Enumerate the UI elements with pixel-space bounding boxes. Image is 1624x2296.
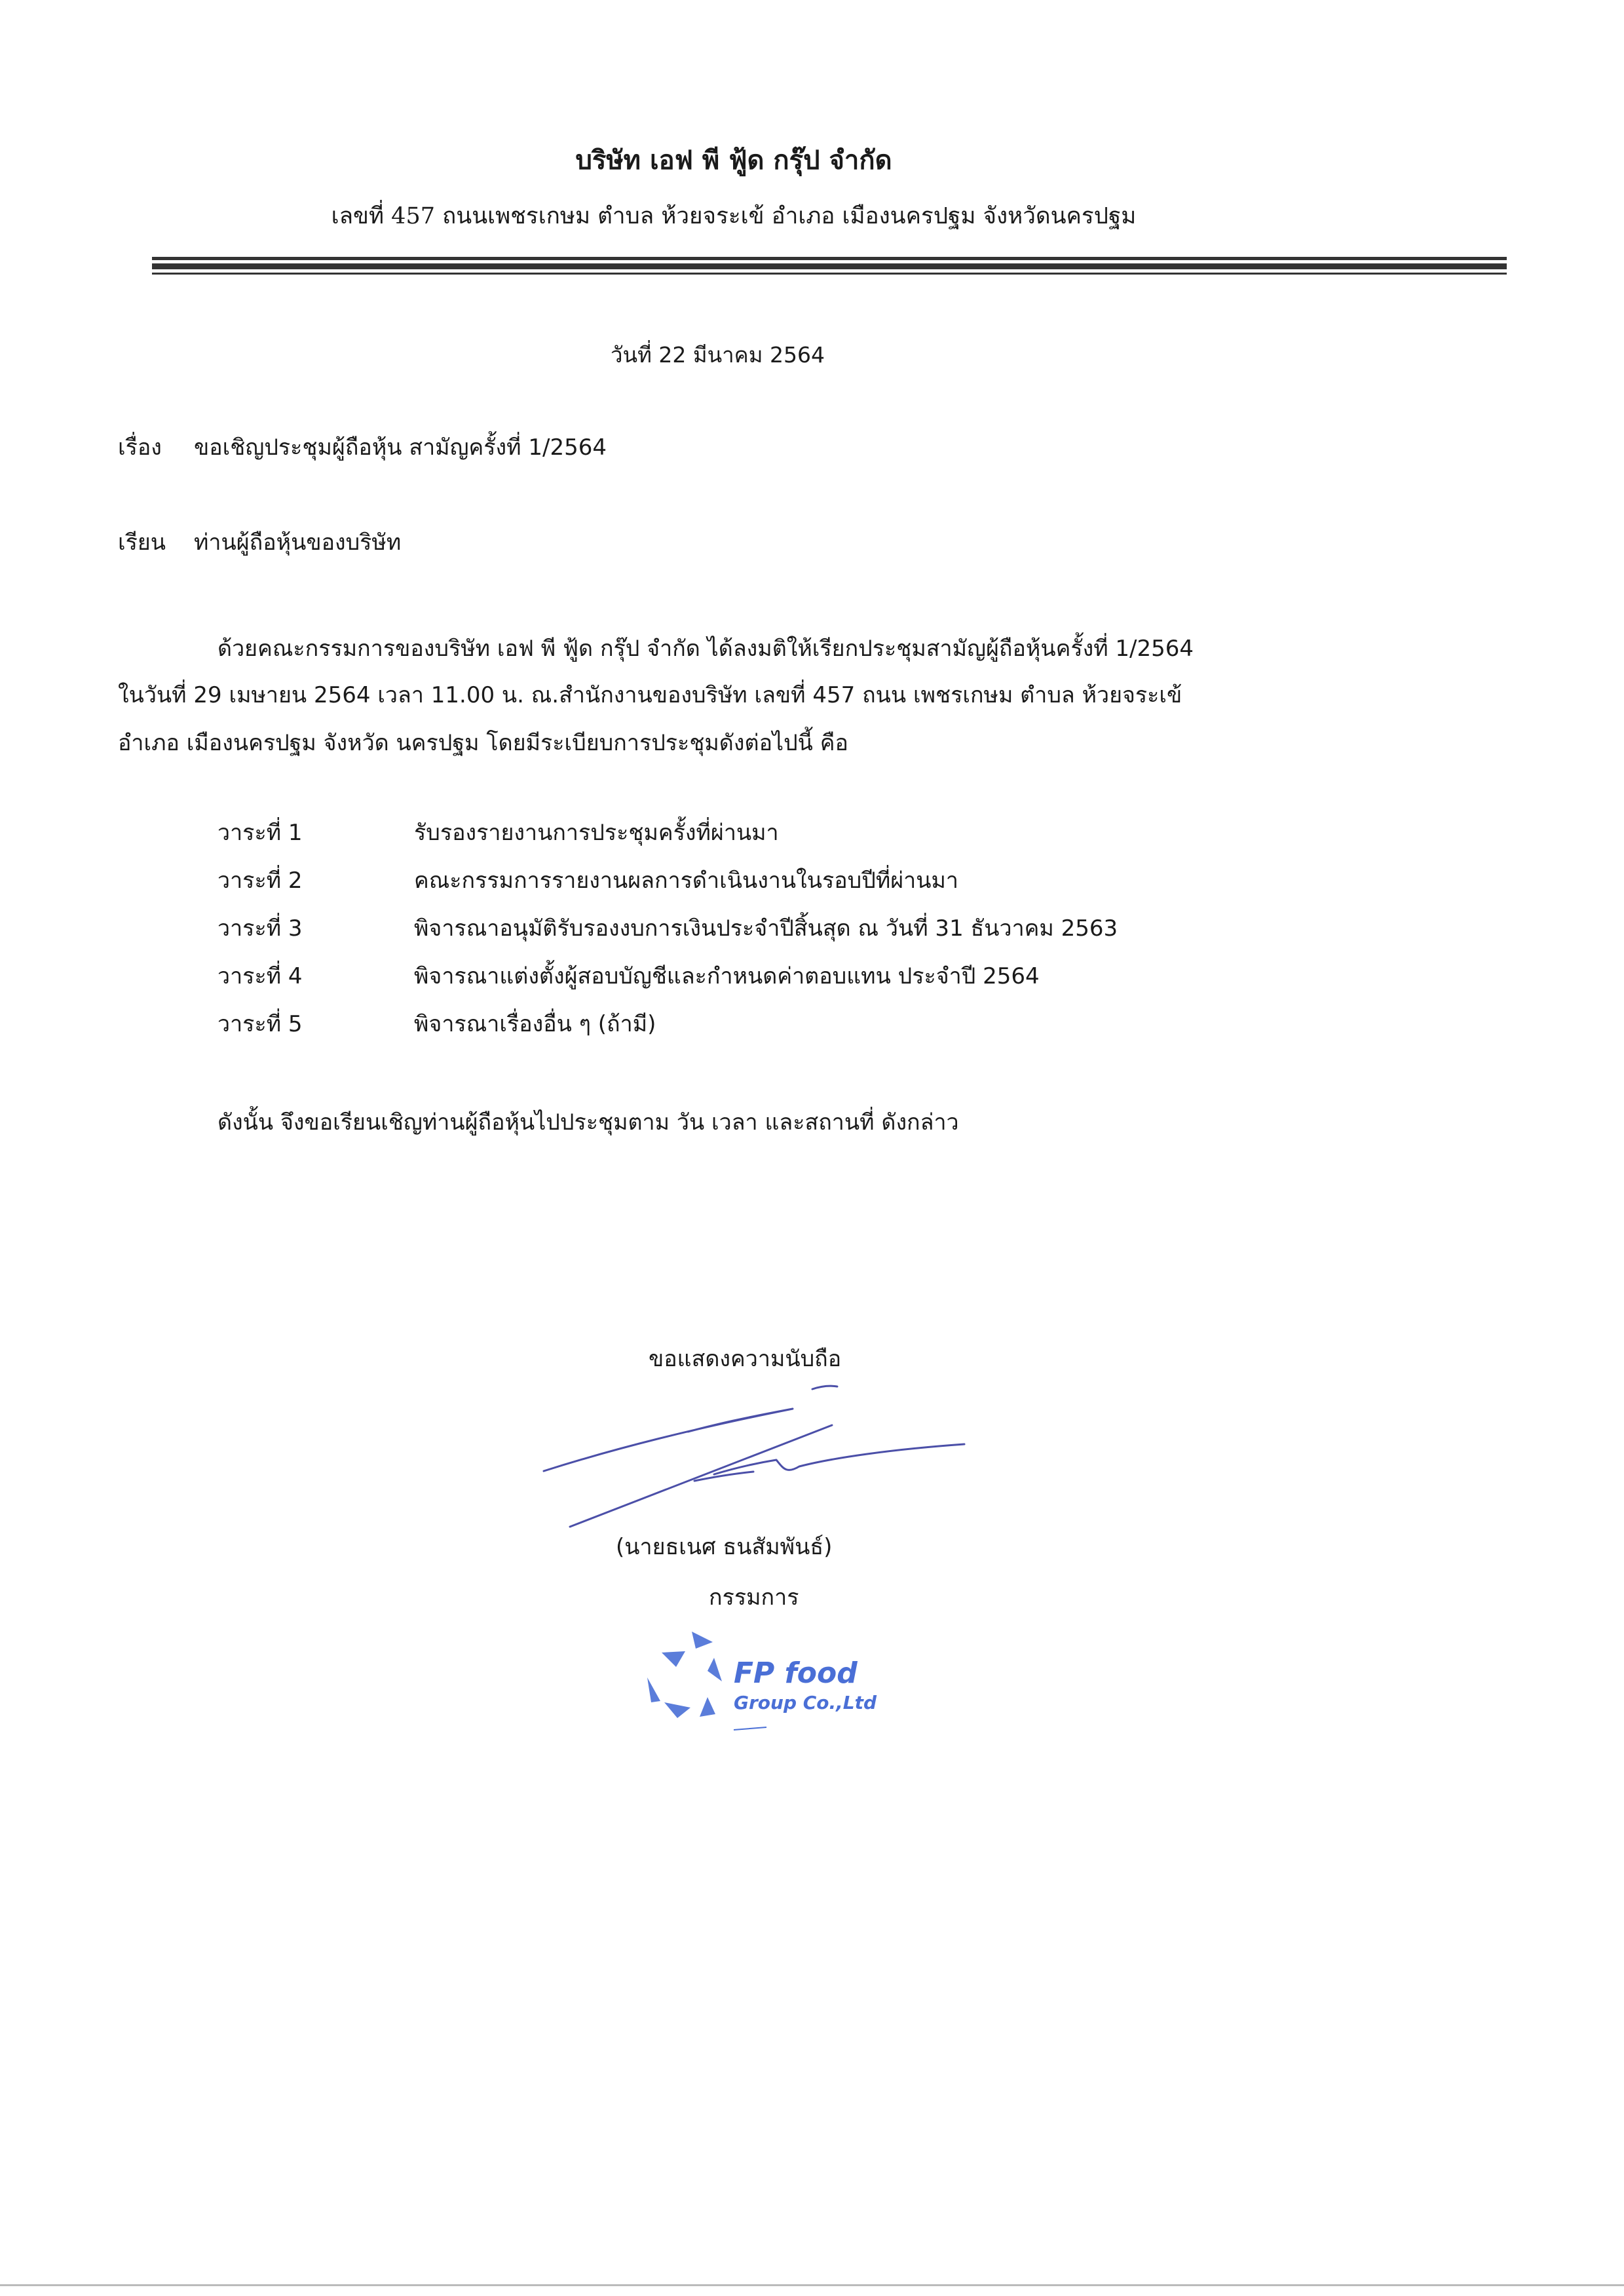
page-bottom-edge (0, 2284, 1624, 2286)
salutation-text: ท่านผู้ถือหุ้นของบริษัท (194, 529, 402, 556)
company-name: บริษัท เอฟ พี ฟู้ด กรุ๊ป จำกัด (575, 145, 892, 176)
header-divider (152, 257, 1507, 260)
subject-label: เรื่อง (118, 434, 162, 461)
agenda-item-text: คณะกรรมการรายงานผลการดำเนินงานในรอบปีที่ผ่านมา (414, 868, 958, 894)
header-divider-thick (152, 263, 1507, 269)
agenda-item-text: พิจารณาอนุมัติรับรองงบการเงินประจำปีสิ้นสุด ณ วันที่ 31 ธันวาคม 2563 (414, 915, 1118, 942)
closing-sentence: ดังนั้น จึงขอเรียนเชิญท่านผู้ถือหุ้นไปประชุมตาม วัน เวลา และสถานที่ ดังกล่าว (217, 1109, 959, 1136)
subject-text: ขอเชิญประชุมผู้ถือหุ้น สามัญครั้งที่ 1/2564 (194, 434, 607, 461)
agenda-item-text: พิจารณาเรื่องอื่น ๆ (ถ้ามี) (414, 1011, 656, 1037)
body-paragraph-line: ในวันที่ 29 เมษายน 2564 เวลา 11.00 น. ณ.สำนักงานของบริษัท เลขที่ 457 ถนน เพชรเกษม ตำบล ห้วยจระเข้ (118, 682, 1182, 708)
agenda-item-number: วาระที่ 2 (217, 868, 303, 894)
letter-date: วันที่ 22 มีนาคม 2564 (611, 342, 825, 368)
company-stamp-logo (642, 1625, 917, 1736)
signature (524, 1376, 996, 1546)
body-paragraph-line: ด้วยคณะกรรมการของบริษัท เอฟ พี ฟู้ด กรุ๊ป จำกัด ได้ลงมติให้เรียกประชุมสามัญผู้ถือหุ้นครั้งที่ 1/2564 (217, 636, 1194, 662)
agenda-item-number: วาระที่ 1 (217, 820, 303, 846)
stamp-line-2: Group Co.,Ltd (734, 1692, 877, 1713)
signatory-position: กรรมการ (709, 1584, 799, 1611)
agenda-item-text: พิจารณาแต่งตั้งผู้สอบบัญชีและกำหนดค่าตอบแทน ประจำปี 2564 (414, 963, 1040, 989)
agenda-item-number: วาระที่ 5 (217, 1011, 303, 1037)
regards-text: ขอแสดงความนับถือ (649, 1346, 842, 1372)
stamp-line-1: FP food (734, 1656, 858, 1690)
company-address: เลขที่ 457 ถนนเพชรเกษม ตำบล ห้วยจระเข้ อำเภอ เมืองนครปฐม จังหวัดนครปฐม (331, 203, 1137, 229)
agenda-item-number: วาระที่ 3 (217, 915, 303, 942)
body-paragraph-line: อำเภอ เมืองนครปฐม จังหวัด นครปฐม โดยมีระเบียบการประชุมดังต่อไปนี้ คือ (118, 730, 848, 756)
salutation-label: เรียน (118, 529, 166, 556)
agenda-item-text: รับรองรายงานการประชุมครั้งที่ผ่านมา (414, 820, 779, 846)
signatory-name: (นายธเนศ ธนสัมพันธ์) (616, 1534, 833, 1560)
header-divider-thin (152, 273, 1507, 275)
agenda-item-number: วาระที่ 4 (217, 963, 303, 989)
